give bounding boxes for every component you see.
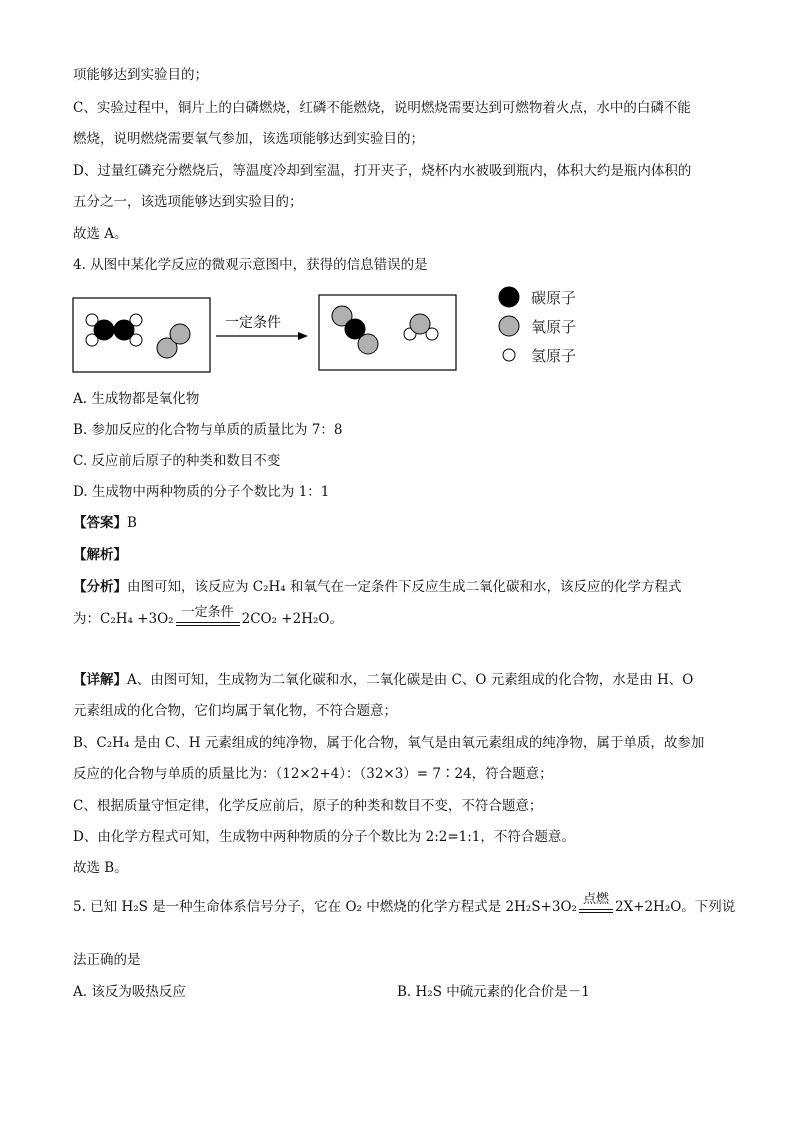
- ethylene-molecule: [86, 314, 142, 346]
- legend-carbon-label: 碳原子: [531, 289, 577, 307]
- fenxi-text: 由图可知，该反应为 C₂H₄ 和氧气在一定条件下反应生成二氧化碳和水，该反应的化学方程式: [127, 579, 682, 595]
- prev-option-d-line1: D、过量红磷充分燃烧后，等温度冷却到室温，打开夹子，烧杯内水被吸到瓶内，体积大约是瓶内体积的: [73, 163, 692, 179]
- equation-right: 2CO₂ +2H₂O: [241, 611, 330, 627]
- q5-stem-line2: 法正确的是: [73, 952, 141, 968]
- q5-stem-pre: 5. 已知 H₂S 是一种生命体系信号分子，它在 O₂ 中燃烧的化学方程式是 2H₂S+3O₂: [73, 899, 577, 915]
- detail-a-line1: A、由图可知，生成物为二氧化碳和水，二氧化碳是由 C、O 元素组成的化合物，水是由 H、O: [127, 672, 694, 688]
- q5-stem-line1: [73, 892, 736, 919]
- detail-d-line: D、由化学方程式可知，生成物中两种物质的分子个数比为 2:2=1:1，不符合题意。: [73, 829, 575, 845]
- analysis-tag: 【解析】: [73, 547, 127, 563]
- reaction-diagram: [70, 284, 630, 374]
- prev-choose: 故选 A。: [73, 226, 128, 242]
- arrow-head: [298, 332, 308, 340]
- detail-b-line1: B、C₂H₄ 是由 C、H 元素组成的纯净物，属于化合物，氧气是由氧元素组成的纯净物，属于单质，故参加: [73, 735, 705, 751]
- q4-option-b: B. 参加反应的化合物与单质的质量比为 7：8: [73, 422, 343, 438]
- detail-b-line2: 反应的化合物与单质的质量比为：（12×2+4）：（32×3）= 7∶24，符合题意；: [73, 766, 553, 782]
- fenxi-tag: 【分析】: [73, 579, 127, 595]
- q4-answer-line: [73, 514, 137, 532]
- q4-choose: 故选 B。: [73, 860, 128, 876]
- carbon-dioxide-molecule: [332, 306, 378, 354]
- legend: [499, 287, 576, 365]
- prev-option-c-line2: 燃烧，说明燃烧需要氧气参加，该选项能够达到实验目的；: [73, 131, 424, 147]
- equation-end: 。: [329, 611, 343, 627]
- legend-carbon-swatch: [499, 287, 519, 307]
- fenxi-line: [73, 578, 682, 596]
- q4-stem: 4. 从图中某化学反应的微观示意图中，获得的信息错误的是: [73, 257, 428, 273]
- equation-left: C₂H₄ +3O₂: [100, 611, 174, 627]
- prev-option-c-line1: C、实验过程中，铜片上的白磷燃烧，红磷不能燃烧，说明燃烧需要达到可燃物着火点，水中的白磷不能: [73, 100, 691, 116]
- legend-hydrogen-swatch: [503, 349, 515, 361]
- xiangjie-line: [73, 671, 693, 689]
- oxygen-molecule: [157, 324, 190, 358]
- equation-arrow: [176, 606, 240, 626]
- q5-equation-condition: 点燃: [582, 892, 609, 907]
- q4-equation-line: [73, 605, 343, 630]
- detail-a-line2: 元素组成的化合物，它们均属于氧化物，不符合题意；: [73, 703, 397, 719]
- equation-prefix: 为：: [73, 611, 100, 627]
- prev-text-line: 项能够达到实验目的；: [73, 67, 208, 83]
- answer-value: B: [127, 515, 137, 531]
- q4-option-d: D. 生成物中两种物质的分子个数比为 1：1: [73, 484, 330, 500]
- q5-option-b: B. H₂S 中硫元素的化合价是－1: [397, 984, 590, 1000]
- q5-equation-arrow: [579, 893, 613, 913]
- detail-c-line: C、根据质量守恒定律，化学反应前后，原子的种类和数目不变，不符合题意；: [73, 798, 543, 814]
- q4-option-c: C. 反应前后原子的种类和数目不变: [73, 453, 281, 469]
- q5-option-a: A. 该反为吸热反应: [73, 984, 186, 1000]
- legend-hydrogen-label: 氢原子: [531, 347, 577, 365]
- xiangjie-tag: 【详解】: [73, 672, 127, 688]
- prev-option-d-line2: 五分之一，该选项能够达到实验目的；: [73, 194, 303, 210]
- q4-option-a: A. 生成物都是氧化物: [73, 391, 200, 407]
- arrow-condition-label: 一定条件: [225, 315, 281, 331]
- legend-oxygen-label: 氧原子: [531, 318, 577, 336]
- q5-stem-post: 2X+2H₂O。下列说: [614, 899, 736, 915]
- legend-oxygen-swatch: [499, 316, 519, 336]
- water-molecule: [404, 314, 438, 340]
- answer-tag: 【答案】: [73, 515, 127, 531]
- equation-condition: 一定条件: [181, 605, 234, 620]
